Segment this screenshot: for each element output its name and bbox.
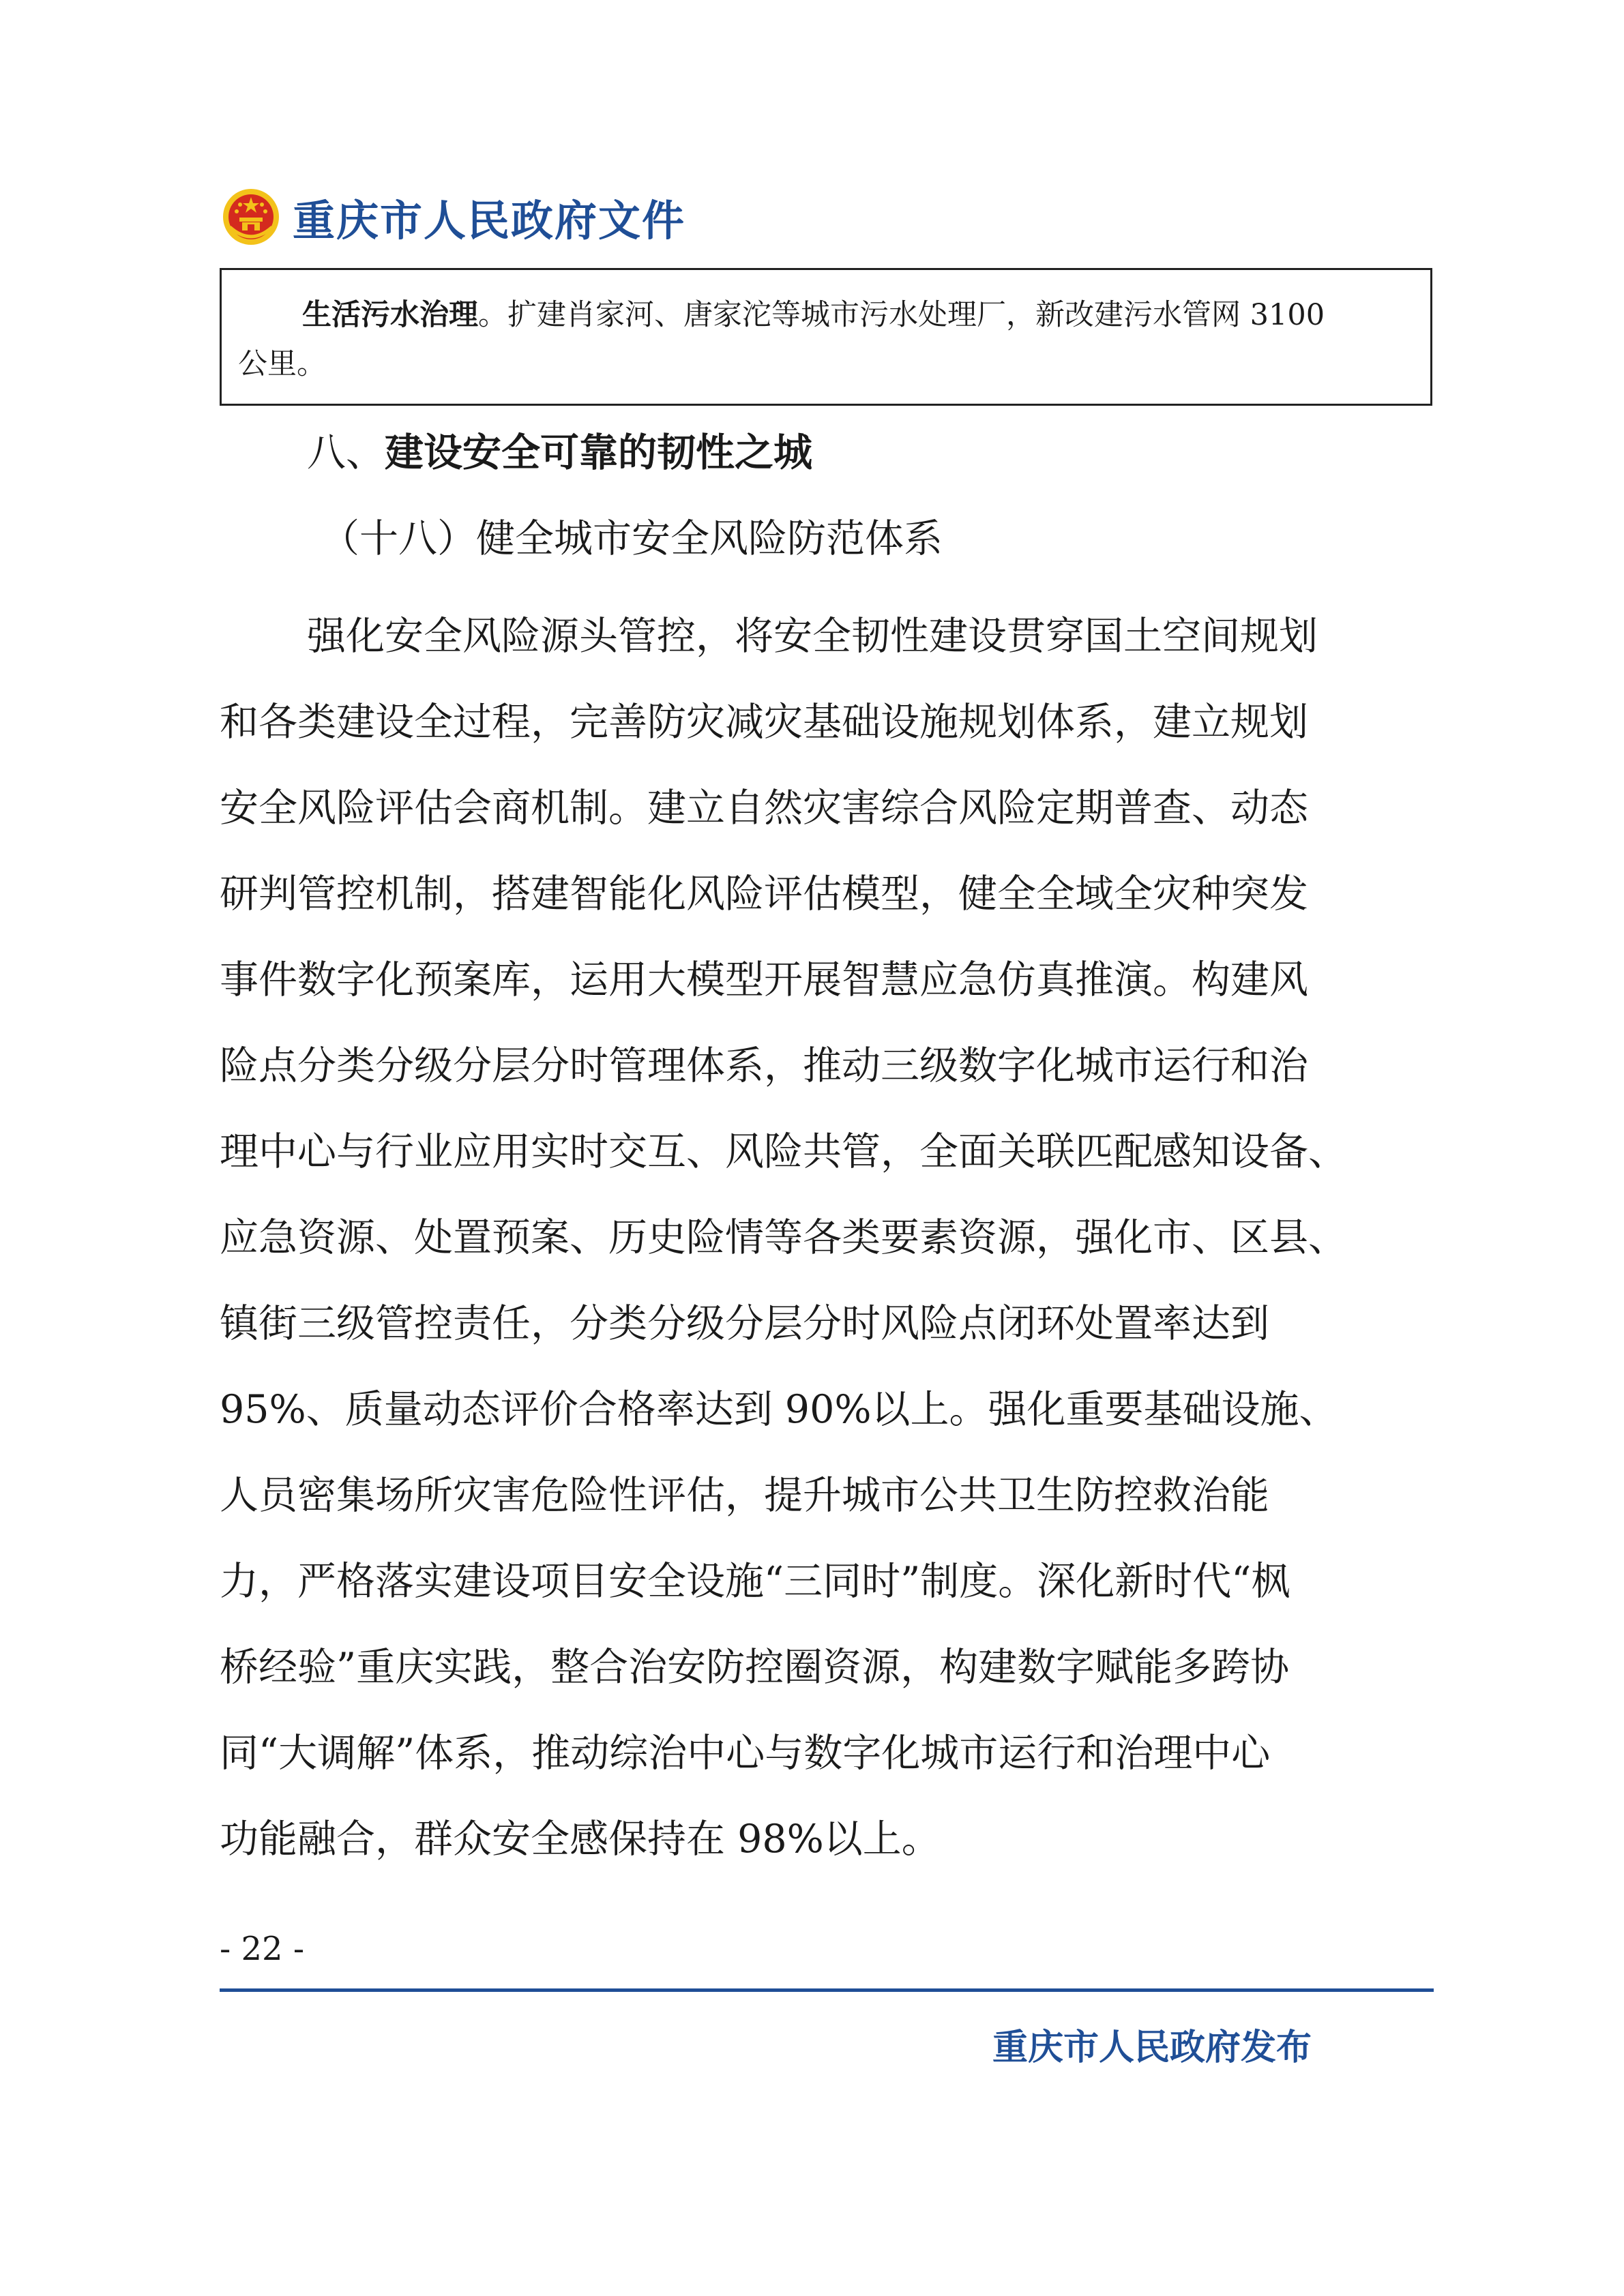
paragraph-line: 95%、质量动态评价合格率达到 90%以上。强化重要基础设施、 xyxy=(220,1387,1338,1432)
paragraph-line: 镇街三级管控责任，分类分级分层分时风险点闭环处置率达到 xyxy=(220,1301,1269,1346)
section-title: 建设安全可靠的韧性之城 xyxy=(385,430,812,475)
box-strong-term: 生活污水治理 xyxy=(302,298,478,332)
box-line: 公里。 xyxy=(238,347,326,381)
highlight-box xyxy=(220,268,1432,406)
paragraph-line: 同“大调解”体系，推动综治中心与数字化城市运行和治理中心 xyxy=(220,1731,1271,1776)
page-number: - 22 - xyxy=(220,1930,305,1968)
paragraph-line: 人员密集场所灾害危险性评估，提升城市公共卫生防控救治能 xyxy=(220,1473,1269,1518)
paragraph-line: 险点分类分级分层分时管理体系，推动三级数字化城市运行和治 xyxy=(220,1043,1308,1088)
body-paragraph xyxy=(220,593,1447,1882)
paragraph-line: 理中心与行业应用实时交互、风险共管，全面关联匹配感知设备、 xyxy=(220,1129,1347,1174)
paragraph-line: 强化安全风险源头管控，将安全韧性建设贯穿国土空间规划 xyxy=(307,614,1318,659)
footer-divider xyxy=(220,1988,1434,1992)
paragraph-line: 事件数字化预案库，运用大模型开展智慧应急仿真推演。构建风 xyxy=(220,957,1308,1002)
national-emblem-icon xyxy=(222,188,280,246)
publisher-label: 重庆市人民政府发布 xyxy=(992,2027,1312,2068)
box-line xyxy=(238,290,1414,340)
box-text: 。扩建肖家河、唐家沱等城市污水处理厂，新改建污水管网 3100 xyxy=(478,298,1325,332)
section-number: 八、 xyxy=(307,430,385,475)
subsection-heading: （十八）健全城市安全风险防范体系 xyxy=(321,516,943,561)
header-title: 重庆市人民政府文件 xyxy=(293,195,686,245)
paragraph-line: 和各类建设全过程，完善防灾减灾基础设施规划体系，建立规划 xyxy=(220,700,1308,745)
paragraph-line: 安全风险评估会商机制。建立自然灾害综合风险定期普查、动态 xyxy=(220,786,1308,831)
paragraph-line: 研判管控机制，搭建智能化风险评估模型，健全全域全灾种突发 xyxy=(220,871,1308,916)
paragraph-line: 应急资源、处置预案、历史险情等各类要素资源，强化市、区县、 xyxy=(220,1215,1347,1260)
section-heading xyxy=(307,421,812,477)
document-header xyxy=(222,183,685,251)
paragraph-line: 力，严格落实建设项目安全设施“三同时”制度。深化新时代“枫 xyxy=(220,1559,1290,1604)
paragraph-line: 桥经验”重庆实践，整合治安防控圈资源，构建数字赋能多跨协 xyxy=(220,1645,1290,1690)
paragraph-line: 功能融合，群众安全感保持在 98%以上。 xyxy=(220,1817,941,1862)
